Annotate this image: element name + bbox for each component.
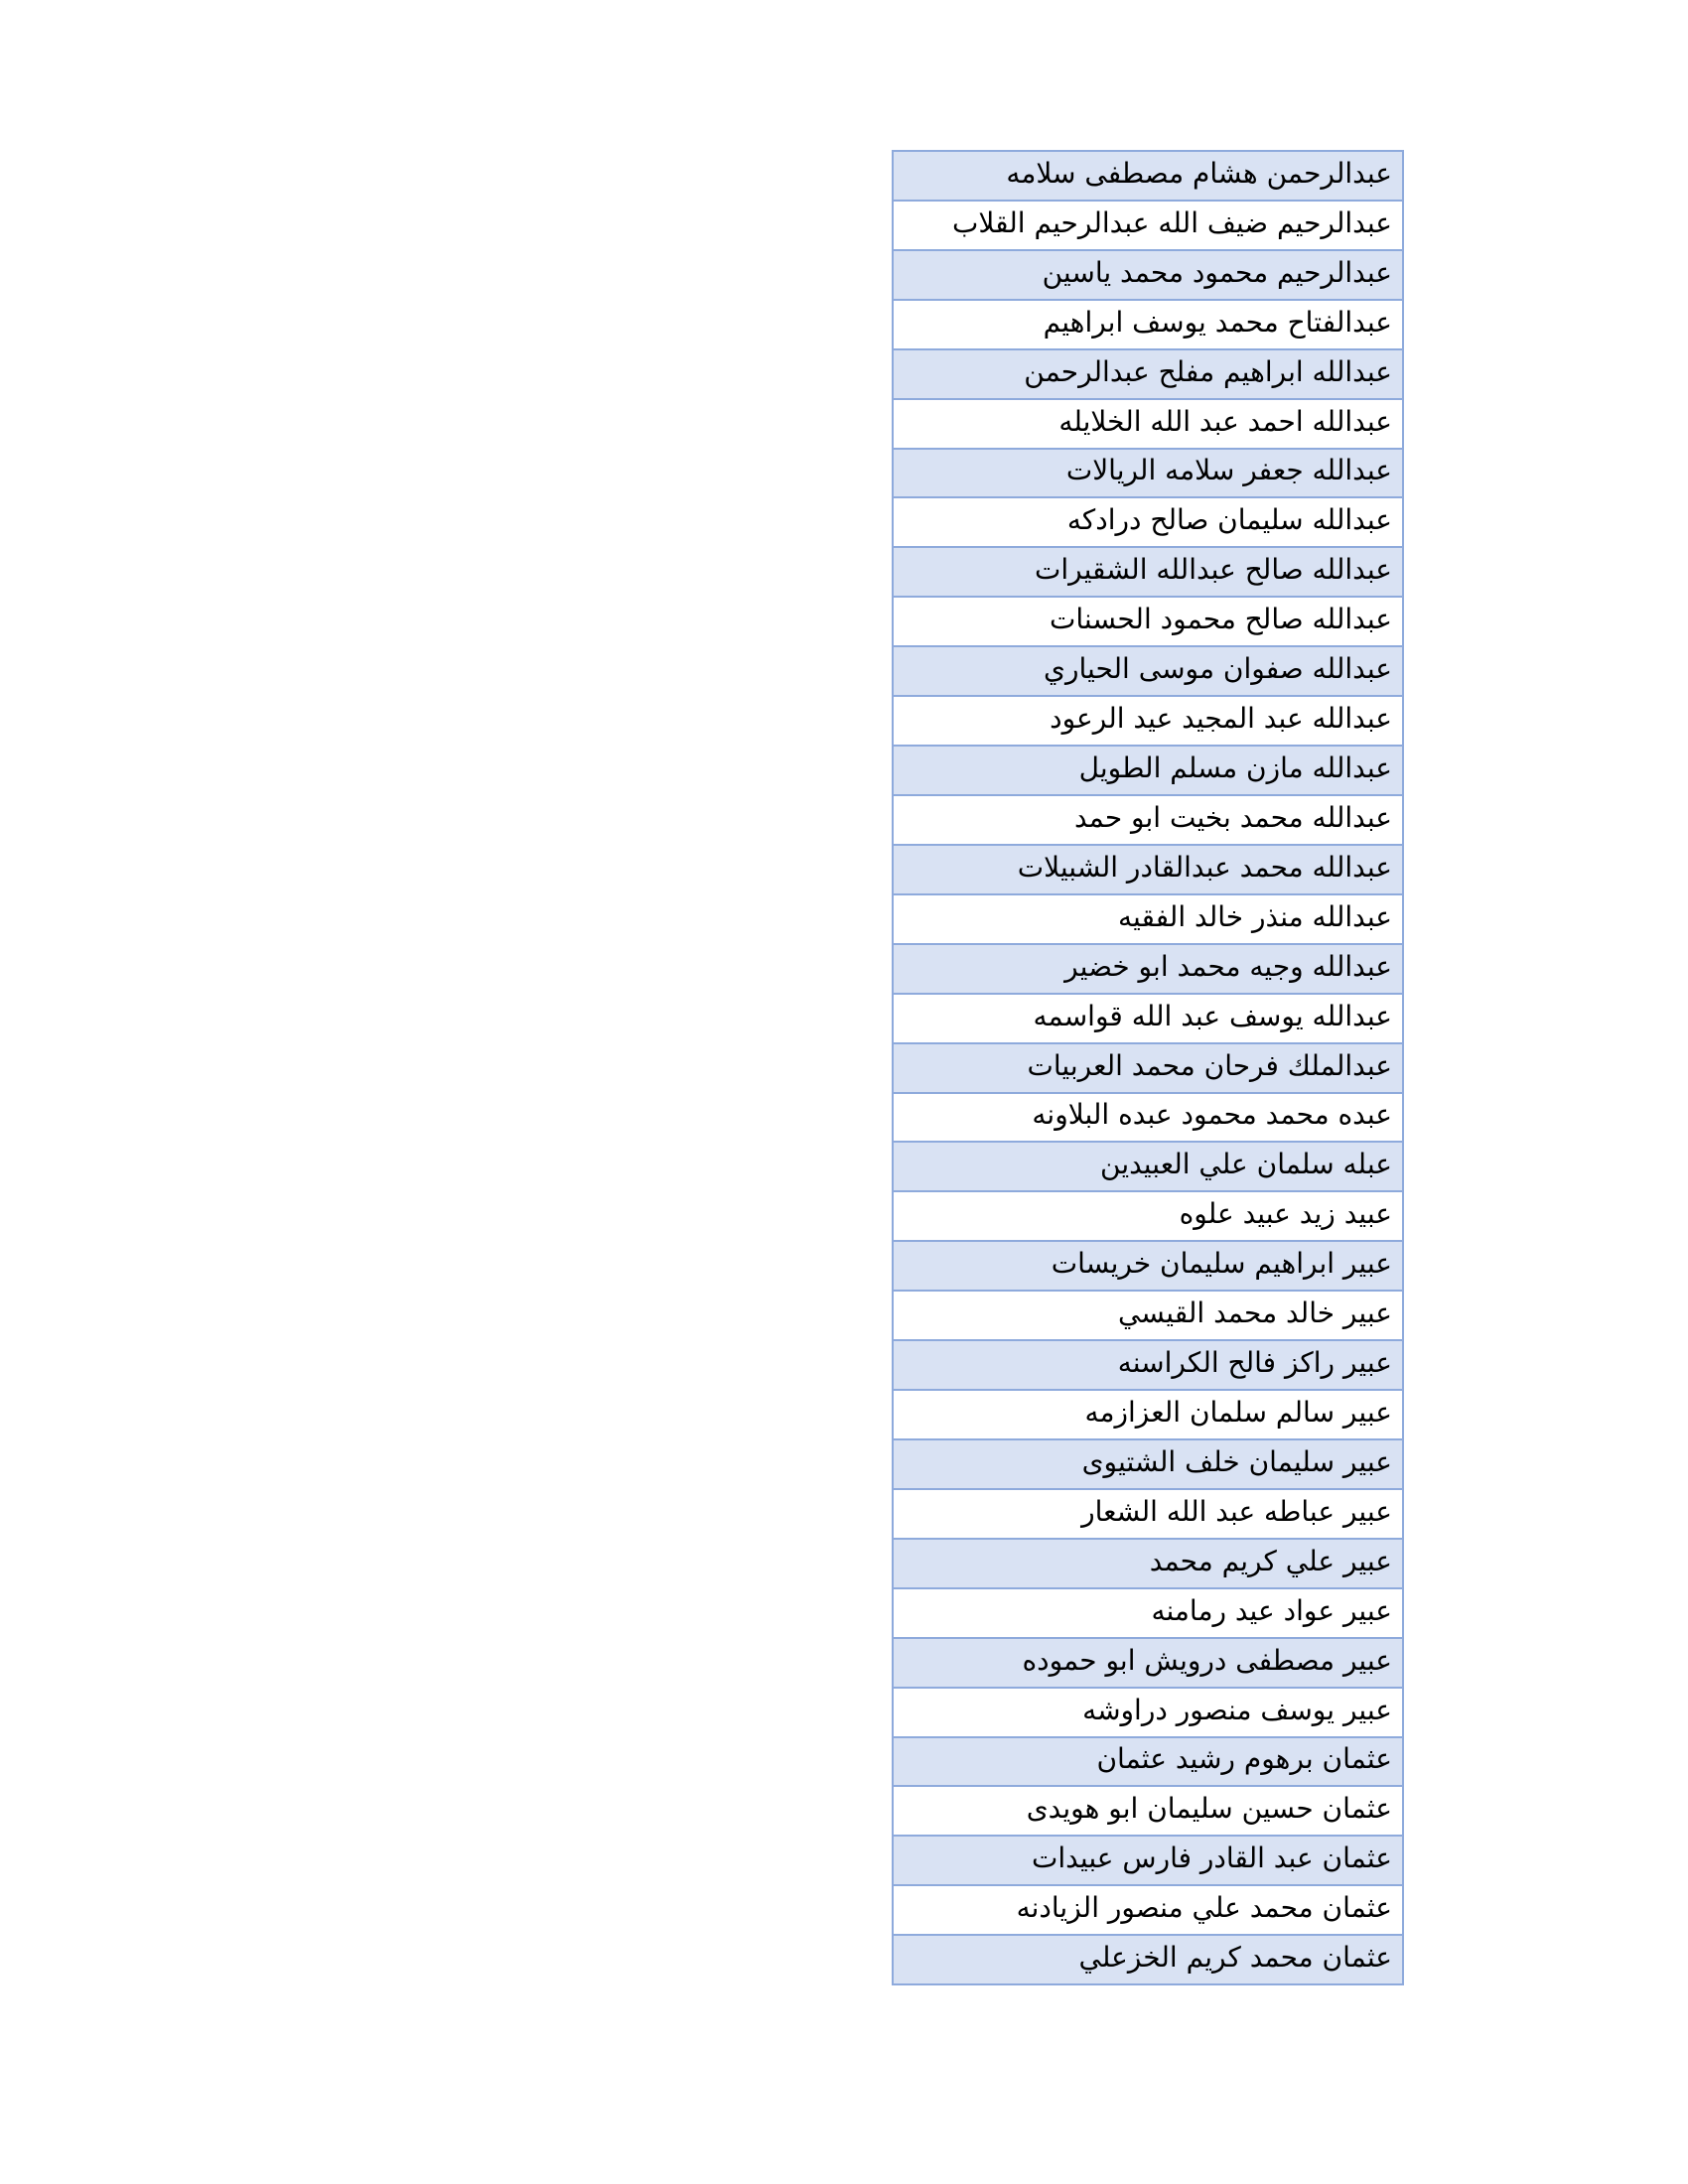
name-cell: عبدالرحمن هشام مصطفى سلامه bbox=[1006, 156, 1392, 190]
table-row bbox=[894, 647, 1402, 697]
table-row bbox=[894, 895, 1402, 945]
names-table bbox=[892, 150, 1404, 1985]
table-row bbox=[894, 152, 1402, 202]
table-row bbox=[894, 1292, 1402, 1341]
name-cell: عثمان عبد القادر فارس عبيدات bbox=[1032, 1842, 1392, 1875]
name-cell: عبدالله صالح عبدالله الشقيرات bbox=[1035, 553, 1392, 587]
name-cell: عبير مصطفى درويش ابو حموده bbox=[1022, 1643, 1392, 1677]
table-row bbox=[894, 1192, 1402, 1242]
name-cell: عبدالله جعفر سلامه الريالات bbox=[1065, 454, 1392, 487]
name-cell: عبدالله منذر خالد الفقيه bbox=[1118, 899, 1392, 933]
name-cell: عبدالله احمد عبد الله الخلايله bbox=[1058, 404, 1392, 438]
table-row bbox=[894, 1242, 1402, 1292]
name-cell: عبدالله مازن مسلم الطويل bbox=[1078, 751, 1392, 785]
name-cell: عبير خالد محمد القيسي bbox=[1117, 1297, 1392, 1330]
name-cell: عبله سلمان علي العبيدين bbox=[1100, 1148, 1392, 1181]
name-cell: عبدالله عبد المجيد عيد الرعود bbox=[1050, 702, 1392, 736]
table-row bbox=[894, 598, 1402, 647]
name-cell: عثمان برهوم رشيد عثمان bbox=[1096, 1742, 1392, 1776]
name-cell: عبدالله صالح محمود الحسنات bbox=[1050, 603, 1392, 636]
table-row bbox=[894, 498, 1402, 548]
name-cell: عبير راكز فالح الكراسنه bbox=[1117, 1346, 1392, 1380]
table-row bbox=[894, 1094, 1402, 1144]
table-row bbox=[894, 1787, 1402, 1837]
name-cell: عبدالله ابراهيم مفلح عبدالرحمن bbox=[1024, 354, 1392, 388]
name-cell: عبير عباطه عبد الله الشعار bbox=[1081, 1494, 1392, 1528]
name-cell: عثمان محمد كريم الخزعلي bbox=[1078, 1941, 1392, 1975]
name-cell: عثمان محمد علي منصور الزيادنه bbox=[1016, 1891, 1392, 1925]
table-row bbox=[894, 400, 1402, 450]
table-row bbox=[894, 1440, 1402, 1490]
table-row bbox=[894, 1540, 1402, 1589]
table-row bbox=[894, 350, 1402, 400]
name-cell: عبدالله محمد بخيت ابو حمد bbox=[1073, 800, 1392, 834]
table-row bbox=[894, 1936, 1402, 1983]
name-cell: عبير ابراهيم سليمان خريسات bbox=[1051, 1247, 1392, 1281]
table-row bbox=[894, 1391, 1402, 1440]
table-row bbox=[894, 1837, 1402, 1886]
table-row bbox=[894, 747, 1402, 796]
name-cell: عبير علي كريم محمد bbox=[1149, 1544, 1392, 1577]
table-row bbox=[894, 1738, 1402, 1788]
table-row bbox=[894, 1886, 1402, 1936]
table-row bbox=[894, 202, 1402, 251]
table-row bbox=[894, 945, 1402, 995]
table-row bbox=[894, 1639, 1402, 1689]
table-row bbox=[894, 1143, 1402, 1192]
table-row bbox=[894, 995, 1402, 1044]
name-cell: عبدالله سليمان صالح درادكه bbox=[1066, 503, 1392, 537]
table-row bbox=[894, 251, 1402, 301]
name-cell: عبدالله يوسف عبد الله قواسمه bbox=[1033, 999, 1392, 1032]
table-row bbox=[894, 846, 1402, 895]
table-row bbox=[894, 1490, 1402, 1540]
table-row bbox=[894, 301, 1402, 350]
name-cell: عبدالرحيم محمود محمد ياسين bbox=[1042, 255, 1392, 289]
table-row bbox=[894, 1689, 1402, 1738]
name-cell: عبدالله محمد عبدالقادر الشبيلات bbox=[1017, 850, 1392, 884]
name-cell: عبدالفتاح محمد يوسف ابراهيم bbox=[1043, 305, 1392, 339]
name-cell: عبير سالم سلمان العزازمه bbox=[1084, 1396, 1392, 1429]
table-row bbox=[894, 1341, 1402, 1391]
table-row bbox=[894, 450, 1402, 499]
name-cell: عبيد زيد عبيد علوه bbox=[1179, 1197, 1392, 1231]
name-cell: عبده محمد محمود عبده البلاونه bbox=[1032, 1098, 1392, 1132]
name-cell: عبدالملك فرحان محمد العربيات bbox=[1027, 1048, 1392, 1082]
table-row bbox=[894, 697, 1402, 747]
name-cell: عبدالله صفوان موسى الحياري bbox=[1044, 652, 1392, 686]
name-cell: عبير عواد عيد رمامنه bbox=[1151, 1593, 1392, 1627]
name-cell: عبير يوسف منصور دراوشه bbox=[1082, 1693, 1392, 1726]
table-row bbox=[894, 548, 1402, 598]
table-row bbox=[894, 1589, 1402, 1639]
table-row bbox=[894, 1044, 1402, 1094]
name-cell: عثمان حسين سليمان ابو هويدى bbox=[1026, 1792, 1392, 1826]
name-cell: عبير سليمان خلف الشتيوى bbox=[1081, 1444, 1392, 1478]
name-cell: عبدالرحيم ضيف الله عبدالرحيم القلاب bbox=[952, 205, 1392, 239]
table-row bbox=[894, 796, 1402, 846]
name-cell: عبدالله وجيه محمد ابو خضير bbox=[1064, 949, 1392, 983]
